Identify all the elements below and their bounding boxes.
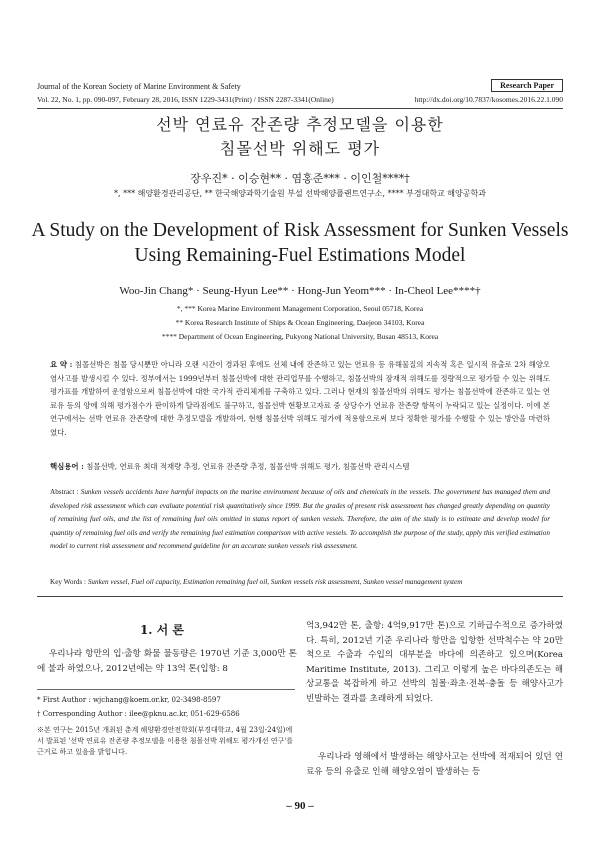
title-en-line1: A Study on the Development of Risk Assessment for Sunken Vessels — [31, 220, 569, 241]
section1-left-paragraph: 우리나라 항만의 입·출항 화물 물동량은 1970년 기준 3,000만 톤에 불과 하였으나, 2012년에는 약 13억 톤(입항: 8 — [37, 649, 297, 674]
keywords-en-label: Key Words : — [50, 578, 87, 586]
affiliations-ko: *, *** 해양환경관리공단, ** 한국해양과학기술원 부설 선박해양플랜트연구소, **** 부경대학교 해양공학과 — [114, 189, 486, 198]
keywords-ko-label: 핵심용어 : — [50, 462, 84, 471]
abstract-en-text: Sunken vessels accidents have harmful impacts on the marine environment because of oils and chemicals in the vessels. The government has managed them and developed risk assessment which can evaluate potential risk quantitatively since 1999. But the grades of present risk assessment has changed greatly depending on quantity of remaining fuel oils, and the list of remaining fuel oils omitted in status report of sunken vessels. Therefore, the aim of the study is to estimate and develop model for quantity of remaining fuel oils and verify the remaining fuel estimation comparison with active vessels. To accomplish the purpose of the study, apply this verified estimation model to current risk assessment and recommend guideline for an accurate sunken vessels risk assessment. — [50, 488, 550, 551]
affiliation-en-3: **** Department of Ocean Engineering, Pukyong National University, Busan 48513, Korea — [161, 332, 439, 341]
volume-info: Vol. 22, No. 1, pp. 090-097, February 28, 2016, ISSN 1229-3431(Print) / ISSN 2287-3341(Online) — [37, 95, 334, 104]
footnote-corresponding: † Corresponding Author : ilee@pknu.ac.kr, 051-629-6586 — [37, 710, 240, 718]
abstract-en — [50, 486, 550, 554]
authors-en: Woo-Jin Chang* · Seung-Hyun Lee** · Hong-Jun Yeom*** · In-Cheol Lee****† — [119, 285, 481, 297]
section1-right-paragraph-1: 억3,942만 톤, 출항: 4억9,917만 톤)으로 기하급수적으로 증가하였다. 특히, 2012년 기준 우리나라 항만을 입항한 선박척수는 약 20만척으로 수출과 수입의 대부분을 바다에 의존하고 있으며(Korea Maritime Institute, 2013). 그리고 이렇게 높은 바다의존도는 해상교통을 복잡하게 하고 선박의 침몰·좌초·전복·충돌 등 해양사고가 빈발하는 결과를 초래하게 되었다. — [306, 621, 563, 704]
article-type-badge: Research Paper — [491, 79, 563, 92]
affiliation-en-2: ** Korea Research Institute of Ships & Ocean Engineering, Daejeon 34103, Korea — [175, 318, 425, 327]
header-rule — [37, 108, 563, 109]
journal-name: Journal of the Korean Society of Marine Environment & Safety — [37, 82, 241, 91]
abstract-ko-label: 요 약 : — [50, 360, 73, 369]
abstract-en-label: Abstract : — [50, 488, 79, 496]
keywords-ko-text: 침몰선박, 연료유 최대 적재량 추정, 연료유 잔존량 추정, 침몰선박 위해도 평가, 침몰선박 관리시스템 — [86, 462, 410, 471]
keywords-ko — [50, 460, 550, 474]
keywords-en-text: Sunken vessel, Fuel oil capacity, Estimation remaining fuel oil, Sunken vessels risk assessment, Sunken vessel management system — [87, 578, 463, 586]
abstract-ko-text: 침몰선박은 침몰 당시뿐만 아니라 오랜 시간이 경과된 후에도 선체 내에 잔존하고 있는 연료유 등 유해물질의 지속적 혹은 일시적 유출로 2차 해양오염사고를 발생시킬 수 있다. 정부에서는 1999년부터 침몰선박에 대한 관리업무를 수행하고, 침몰선박의 잠재적 위해도를 정량적으로 평가할 수 있는 위해도 평가표를 개발하여 운영함으로써 침몰선박에 대한 국가적 관리체계를 구축하고 있다. 그러나 현재의 침몰선박의 위해도 평가는 침몰선박에 잔존하고 있는 연료유 등의 양에 의해 평가점수가 판이하게 달라짐에도 불구하고, 침몰선박 현황보고자료 중 상당수가 연료유 잔존량 항목이 누락되고 있는 실정이다. 이에 본 연구에서는 선박 연료유 잔존량에 대한 추정모델을 개발하여, 현행 침몰선박 위해도 평가에 적용함으로써 보다 정확한 평가를 수행할 수 있는 방안을 마련하였다. — [50, 360, 551, 437]
affiliation-en-1: *, *** Korea Marine Environment Management Corporation, Seoul 05718, Korea — [176, 304, 424, 313]
footnote-rule — [37, 689, 295, 690]
footnote-note: ※본 연구는 2015년 개최된 춘계 해양환경안전학회(부경대학교, 4월 23일-24일)에서 발표된 '선박 연료유 잔존량 추정모델을 이용한 침몰선박 위해도 평가개선 연구'를 근거로 하고 있음을 밝힙니다. — [37, 726, 294, 756]
title-ko-line2: 침몰선박 위해도 평가 — [219, 139, 381, 158]
doi-link[interactable]: http://dx.doi.org/10.7837/kosomes.2016.22.1.090 — [414, 95, 563, 104]
page-number: – 90 – — [286, 800, 314, 812]
section-heading: 1. 서 론 — [139, 623, 185, 637]
title-en-line2: Using Remaining-Fuel Estimations Model — [134, 245, 466, 266]
abstract-ko — [50, 358, 550, 440]
abstract-rule — [37, 596, 563, 597]
title-ko-line1: 선박 연료유 잔존량 추정모델을 이용한 — [156, 115, 444, 134]
section1-right-paragraph-2: 우리나라 영해에서 발생하는 해양사고는 선박에 적재되어 있던 연료유 등의 유출로 인해 해양오염이 발생하는 등 — [306, 752, 563, 777]
authors-ko: 장우진* · 이승현** · 염홍준*** · 이인철****† — [190, 172, 410, 185]
keywords-en — [50, 578, 570, 586]
footnote-first-author: * First Author : wjchang@koem.or.kr, 02-3498-8597 — [37, 696, 221, 704]
